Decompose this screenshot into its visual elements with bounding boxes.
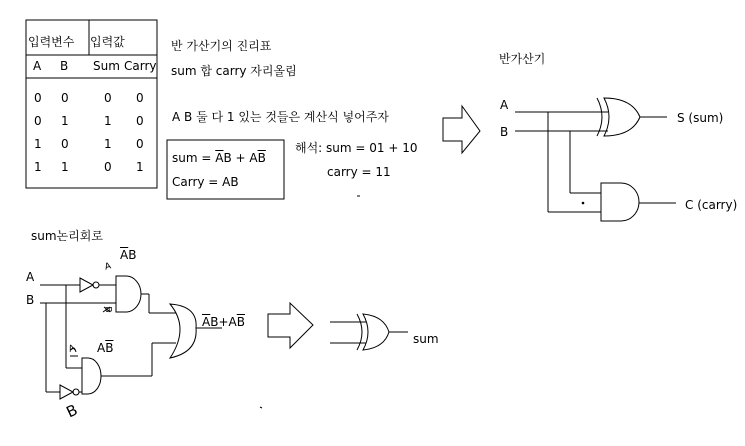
sum-formula — [172, 152, 266, 164]
scribble-label: B — [63, 400, 81, 422]
truth-table-subtitle: sum 합 carry 자리올림 — [171, 64, 297, 78]
a-term: A — [249, 151, 258, 165]
stray-dot — [582, 202, 584, 204]
scribble-label: A — [67, 343, 77, 355]
table-cell-b: 0 — [61, 137, 69, 151]
table-cell-a: 0 — [34, 114, 42, 128]
table-cell-carry: 0 — [136, 137, 144, 151]
top-gate-label — [120, 249, 136, 261]
and-gate-bottom — [82, 358, 101, 394]
table-cell-b: 1 — [61, 114, 69, 128]
sum-logic-circuit — [40, 276, 222, 399]
b-term: B — [210, 315, 219, 329]
half-adder-title: 반가산기 — [499, 52, 546, 66]
and-gate-top — [116, 276, 141, 312]
half-adder-input-b: B — [500, 125, 509, 139]
not-gate-bottom — [60, 385, 73, 399]
xor-gate-back-curve — [597, 98, 602, 136]
a-term: A — [228, 315, 237, 329]
xor-equivalent-circuit — [330, 314, 408, 350]
not-b-term: $\overline{B}$ — [257, 151, 266, 165]
xor-gate-equivalent — [363, 314, 389, 350]
table-cell-carry: 1 — [136, 160, 144, 174]
plus-sign: + — [231, 151, 250, 165]
table-cell-a: 1 — [34, 137, 42, 151]
table-cell-carry: 0 — [136, 91, 144, 105]
table-cell-sum: 0 — [104, 160, 112, 174]
sum-prefix: sum = — [172, 151, 216, 165]
arrow-right-icon — [443, 106, 480, 153]
not-a-term: $\overline{A}$ — [120, 248, 129, 262]
plus-sign: + — [218, 315, 229, 329]
or-gate — [170, 304, 196, 358]
half-adder-output-s: S (sum) — [677, 111, 724, 125]
arrow-right-icon — [268, 303, 313, 348]
b-term: B — [128, 248, 137, 262]
bottom-gate-label — [97, 342, 113, 354]
table-cell-sum: 0 — [104, 91, 112, 105]
table-cell-b: 0 — [61, 91, 69, 105]
note-text: A B 둘 다 1 있는 것들은 계산식 넣어주자 — [172, 110, 389, 124]
table-header-values: 입력값 — [90, 35, 125, 49]
half-adder-circuit — [515, 98, 676, 221]
table-col-a: A — [33, 59, 42, 73]
sum-circuit-input-b: B — [26, 293, 35, 307]
scribble-label: A — [103, 261, 113, 273]
half-adder-input-a: A — [500, 98, 509, 112]
not-gate-top — [80, 278, 93, 292]
table-col-b: B — [60, 59, 69, 73]
table-cell-a: 0 — [34, 91, 42, 105]
truth-table-title: 반 가산기의 진리표 — [171, 39, 272, 53]
b-term: B — [223, 151, 232, 165]
xor-gate — [604, 98, 640, 136]
carry-formula: Carry = AB — [172, 175, 239, 189]
xor-gate-equivalent-back — [357, 314, 362, 350]
scribble-label: B — [102, 306, 113, 313]
table-cell-carry: 0 — [136, 114, 144, 128]
sum-circuit-title: sum논리회로 — [31, 229, 103, 243]
not-b-term: $\overline{B}$ — [236, 315, 245, 329]
or-output-label — [202, 316, 245, 328]
interpretation-text: 해석: sum = 01 + 10 — [295, 141, 418, 155]
table-col-sum: Sum — [93, 59, 120, 73]
half-adder-output-c: C (carry) — [685, 198, 738, 212]
formula-box — [167, 140, 284, 199]
stray-mark — [260, 407, 262, 408]
table-col-carry: Carry — [124, 59, 157, 73]
table-cell-a: 1 — [34, 160, 42, 174]
xor-output-sum: sum — [413, 332, 439, 346]
sum-circuit-input-a: A — [26, 270, 35, 284]
a-term: A — [97, 341, 106, 355]
not-a-term: $\overline{A}$ — [202, 315, 211, 329]
table-cell-sum: 1 — [104, 137, 112, 151]
table-cell-b: 1 — [61, 160, 69, 174]
not-b-term: $\overline{B}$ — [105, 341, 114, 355]
not-a-term: $\overline{A}$ — [215, 151, 224, 165]
interpretation-carry: carry = 11 — [327, 165, 391, 179]
and-gate — [601, 183, 639, 221]
table-cell-sum: 1 — [104, 114, 112, 128]
table-header-inputs: 입력변수 — [28, 35, 75, 49]
